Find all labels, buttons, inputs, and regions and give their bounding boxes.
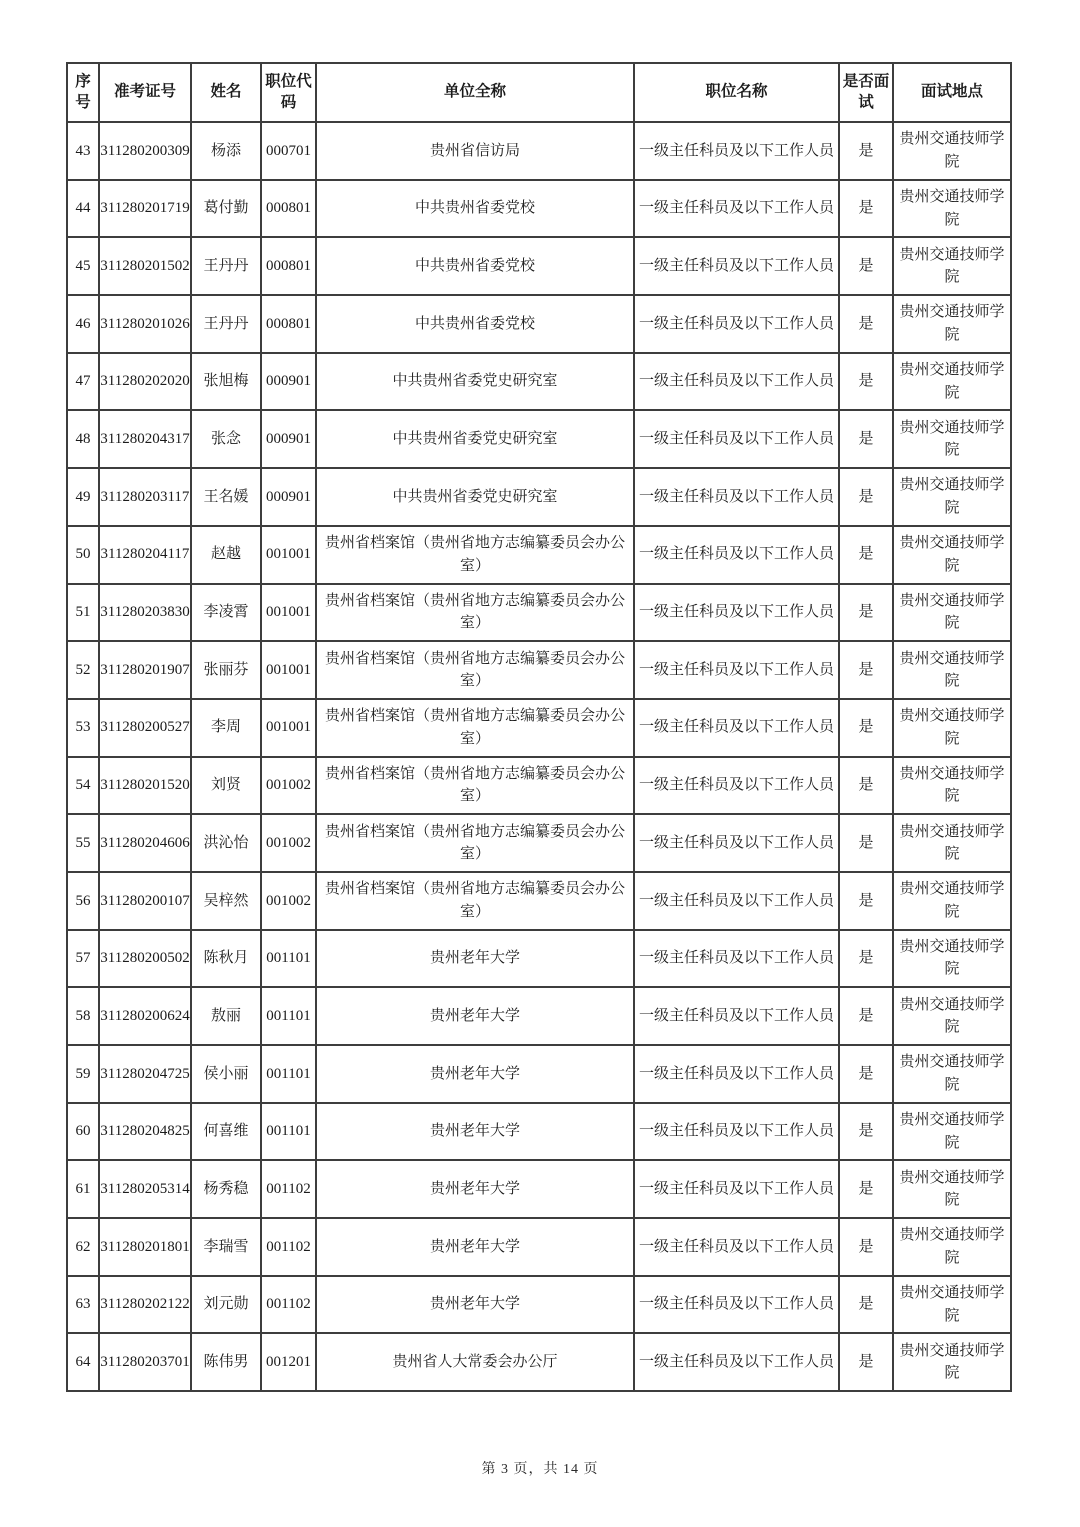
- cell-location: 贵州交通技师学院: [893, 410, 1011, 468]
- cell-seq: 61: [67, 1160, 99, 1218]
- cell-interview: 是: [839, 237, 893, 295]
- cell-ticket: 311280200107: [99, 872, 191, 930]
- cell-code: 001001: [261, 526, 316, 584]
- cell-seq: 54: [67, 757, 99, 815]
- cell-code: 000801: [261, 295, 316, 353]
- cell-seq: 51: [67, 584, 99, 642]
- cell-seq: 43: [67, 122, 99, 180]
- cell-location: 贵州交通技师学院: [893, 814, 1011, 872]
- cell-name: 洪沁怡: [191, 814, 261, 872]
- table-row: [67, 1276, 1011, 1334]
- cell-code: 001002: [261, 814, 316, 872]
- cell-name: 李凌霄: [191, 584, 261, 642]
- cell-unit: 贵州老年大学: [316, 1276, 634, 1334]
- cell-position: 一级主任科员及以下工作人员: [634, 757, 839, 815]
- cell-ticket: 311280200502: [99, 930, 191, 988]
- cell-position: 一级主任科员及以下工作人员: [634, 295, 839, 353]
- cell-location: 贵州交通技师学院: [893, 699, 1011, 757]
- cell-seq: 48: [67, 410, 99, 468]
- cell-position: 一级主任科员及以下工作人员: [634, 872, 839, 930]
- header-cell-position: 职位名称: [634, 63, 839, 122]
- cell-position: 一级主任科员及以下工作人员: [634, 1160, 839, 1218]
- cell-name: 刘元勋: [191, 1276, 261, 1334]
- cell-code: 001101: [261, 987, 316, 1045]
- cell-unit: 贵州省人大常委会办公厅: [316, 1333, 634, 1391]
- cell-unit: 贵州省档案馆（贵州省地方志编纂委员会办公室）: [316, 872, 634, 930]
- cell-name: 张丽芬: [191, 641, 261, 699]
- candidate-roster-table: [66, 62, 1012, 1392]
- cell-interview: 是: [839, 526, 893, 584]
- cell-code: 001002: [261, 872, 316, 930]
- cell-seq: 45: [67, 237, 99, 295]
- cell-location: 贵州交通技师学院: [893, 468, 1011, 526]
- table-row: [67, 930, 1011, 988]
- cell-seq: 49: [67, 468, 99, 526]
- cell-name: 王名媛: [191, 468, 261, 526]
- cell-position: 一级主任科员及以下工作人员: [634, 814, 839, 872]
- cell-location: 贵州交通技师学院: [893, 122, 1011, 180]
- table-row: [67, 1103, 1011, 1161]
- header-cell-interview: 是否面试: [839, 63, 893, 122]
- cell-unit: 贵州省档案馆（贵州省地方志编纂委员会办公室）: [316, 757, 634, 815]
- cell-position: 一级主任科员及以下工作人员: [634, 1276, 839, 1334]
- table-header: [67, 63, 1011, 122]
- cell-code: 001101: [261, 930, 316, 988]
- cell-unit: 贵州老年大学: [316, 1218, 634, 1276]
- cell-unit: 贵州省档案馆（贵州省地方志编纂委员会办公室）: [316, 699, 634, 757]
- table-row: [67, 872, 1011, 930]
- table-row: [67, 1045, 1011, 1103]
- cell-position: 一级主任科员及以下工作人员: [634, 584, 839, 642]
- page-number-footer: 第 3 页，共 14 页: [481, 1462, 599, 1477]
- cell-unit: 中共贵州省委党史研究室: [316, 353, 634, 411]
- table-row: [67, 237, 1011, 295]
- cell-ticket: 311280202020: [99, 353, 191, 411]
- cell-interview: 是: [839, 930, 893, 988]
- cell-name: 王丹丹: [191, 295, 261, 353]
- cell-code: 000901: [261, 468, 316, 526]
- cell-interview: 是: [839, 814, 893, 872]
- cell-interview: 是: [839, 410, 893, 468]
- cell-ticket: 311280201719: [99, 180, 191, 238]
- cell-name: 赵越: [191, 526, 261, 584]
- cell-seq: 56: [67, 872, 99, 930]
- cell-name: 刘贤: [191, 757, 261, 815]
- cell-code: 001102: [261, 1160, 316, 1218]
- cell-unit: 贵州省档案馆（贵州省地方志编纂委员会办公室）: [316, 814, 634, 872]
- cell-interview: 是: [839, 1160, 893, 1218]
- cell-unit: 贵州老年大学: [316, 987, 634, 1045]
- cell-unit: 贵州老年大学: [316, 1160, 634, 1218]
- cell-ticket: 311280203830: [99, 584, 191, 642]
- table-body: [67, 122, 1011, 1391]
- cell-seq: 46: [67, 295, 99, 353]
- header-cell-seq: 序号: [67, 63, 99, 122]
- cell-position: 一级主任科员及以下工作人员: [634, 1045, 839, 1103]
- cell-ticket: 311280204725: [99, 1045, 191, 1103]
- cell-interview: 是: [839, 699, 893, 757]
- cell-location: 贵州交通技师学院: [893, 987, 1011, 1045]
- cell-seq: 64: [67, 1333, 99, 1391]
- cell-name: 李周: [191, 699, 261, 757]
- cell-ticket: 311280200527: [99, 699, 191, 757]
- cell-location: 贵州交通技师学院: [893, 526, 1011, 584]
- cell-position: 一级主任科员及以下工作人员: [634, 122, 839, 180]
- cell-code: 001102: [261, 1276, 316, 1334]
- cell-unit: 贵州老年大学: [316, 1045, 634, 1103]
- cell-code: 001101: [261, 1045, 316, 1103]
- cell-name: 陈秋月: [191, 930, 261, 988]
- cell-interview: 是: [839, 122, 893, 180]
- table-row: [67, 641, 1011, 699]
- cell-code: 001101: [261, 1103, 316, 1161]
- cell-ticket: 311280204825: [99, 1103, 191, 1161]
- cell-unit: 贵州省信访局: [316, 122, 634, 180]
- cell-ticket: 311280201502: [99, 237, 191, 295]
- cell-interview: 是: [839, 1333, 893, 1391]
- cell-interview: 是: [839, 353, 893, 411]
- table-row: [67, 987, 1011, 1045]
- cell-ticket: 311280205314: [99, 1160, 191, 1218]
- cell-ticket: 311280201520: [99, 757, 191, 815]
- cell-ticket: 311280201026: [99, 295, 191, 353]
- cell-name: 李瑞雪: [191, 1218, 261, 1276]
- table-row: [67, 1160, 1011, 1218]
- cell-code: 001201: [261, 1333, 316, 1391]
- header-cell-unit: 单位全称: [316, 63, 634, 122]
- cell-location: 贵州交通技师学院: [893, 584, 1011, 642]
- cell-location: 贵州交通技师学院: [893, 1160, 1011, 1218]
- cell-position: 一级主任科员及以下工作人员: [634, 987, 839, 1045]
- table-row: [67, 468, 1011, 526]
- cell-interview: 是: [839, 987, 893, 1045]
- table-row: [67, 410, 1011, 468]
- cell-position: 一级主任科员及以下工作人员: [634, 641, 839, 699]
- cell-code: 001102: [261, 1218, 316, 1276]
- cell-code: 000901: [261, 410, 316, 468]
- table-row: [67, 295, 1011, 353]
- cell-location: 贵州交通技师学院: [893, 1218, 1011, 1276]
- header-cell-code: 职位代码: [261, 63, 316, 122]
- table-row: [67, 699, 1011, 757]
- cell-unit: 贵州省档案馆（贵州省地方志编纂委员会办公室）: [316, 641, 634, 699]
- cell-seq: 60: [67, 1103, 99, 1161]
- cell-unit: 贵州老年大学: [316, 930, 634, 988]
- table-row: [67, 1218, 1011, 1276]
- cell-seq: 63: [67, 1276, 99, 1334]
- cell-ticket: 311280200309: [99, 122, 191, 180]
- cell-position: 一级主任科员及以下工作人员: [634, 526, 839, 584]
- cell-location: 贵州交通技师学院: [893, 1333, 1011, 1391]
- cell-unit: 中共贵州省委党校: [316, 295, 634, 353]
- cell-code: 001001: [261, 584, 316, 642]
- cell-unit: 贵州省档案馆（贵州省地方志编纂委员会办公室）: [316, 526, 634, 584]
- cell-interview: 是: [839, 1218, 893, 1276]
- cell-interview: 是: [839, 180, 893, 238]
- cell-interview: 是: [839, 1276, 893, 1334]
- cell-name: 何喜维: [191, 1103, 261, 1161]
- cell-seq: 44: [67, 180, 99, 238]
- cell-ticket: 311280201907: [99, 641, 191, 699]
- cell-name: 杨添: [191, 122, 261, 180]
- cell-interview: 是: [839, 1103, 893, 1161]
- cell-interview: 是: [839, 468, 893, 526]
- table-row: [67, 1333, 1011, 1391]
- cell-location: 贵州交通技师学院: [893, 930, 1011, 988]
- cell-interview: 是: [839, 295, 893, 353]
- table-row: [67, 584, 1011, 642]
- cell-interview: 是: [839, 757, 893, 815]
- cell-unit: 中共贵州省委党史研究室: [316, 468, 634, 526]
- cell-location: 贵州交通技师学院: [893, 237, 1011, 295]
- table-row: [67, 122, 1011, 180]
- table-row: [67, 353, 1011, 411]
- cell-name: 张旭梅: [191, 353, 261, 411]
- cell-unit: 贵州省档案馆（贵州省地方志编纂委员会办公室）: [316, 584, 634, 642]
- cell-name: 陈伟男: [191, 1333, 261, 1391]
- header-cell-ticket: 准考证号: [99, 63, 191, 122]
- cell-location: 贵州交通技师学院: [893, 1276, 1011, 1334]
- table-row: [67, 180, 1011, 238]
- cell-interview: 是: [839, 584, 893, 642]
- cell-position: 一级主任科员及以下工作人员: [634, 930, 839, 988]
- cell-location: 贵州交通技师学院: [893, 641, 1011, 699]
- cell-position: 一级主任科员及以下工作人员: [634, 1103, 839, 1161]
- cell-position: 一级主任科员及以下工作人员: [634, 468, 839, 526]
- cell-seq: 53: [67, 699, 99, 757]
- header-cell-location: 面试地点: [893, 63, 1011, 122]
- cell-ticket: 311280202122: [99, 1276, 191, 1334]
- cell-seq: 55: [67, 814, 99, 872]
- header-cell-name: 姓名: [191, 63, 261, 122]
- cell-unit: 中共贵州省委党校: [316, 180, 634, 238]
- table-row: [67, 526, 1011, 584]
- cell-ticket: 311280204317: [99, 410, 191, 468]
- cell-name: 张念: [191, 410, 261, 468]
- cell-unit: 中共贵州省委党校: [316, 237, 634, 295]
- cell-ticket: 311280201801: [99, 1218, 191, 1276]
- cell-location: 贵州交通技师学院: [893, 1045, 1011, 1103]
- cell-ticket: 311280204117: [99, 526, 191, 584]
- cell-name: 吴梓然: [191, 872, 261, 930]
- cell-seq: 52: [67, 641, 99, 699]
- cell-name: 杨秀稳: [191, 1160, 261, 1218]
- cell-position: 一级主任科员及以下工作人员: [634, 180, 839, 238]
- cell-code: 000901: [261, 353, 316, 411]
- cell-seq: 47: [67, 353, 99, 411]
- cell-ticket: 311280204606: [99, 814, 191, 872]
- cell-location: 贵州交通技师学院: [893, 1103, 1011, 1161]
- cell-code: 001001: [261, 699, 316, 757]
- cell-code: 001001: [261, 641, 316, 699]
- cell-code: 000801: [261, 237, 316, 295]
- cell-position: 一级主任科员及以下工作人员: [634, 410, 839, 468]
- cell-name: 葛付勤: [191, 180, 261, 238]
- cell-seq: 62: [67, 1218, 99, 1276]
- cell-ticket: 311280203701: [99, 1333, 191, 1391]
- cell-code: 001002: [261, 757, 316, 815]
- cell-location: 贵州交通技师学院: [893, 757, 1011, 815]
- cell-interview: 是: [839, 872, 893, 930]
- cell-code: 000701: [261, 122, 316, 180]
- cell-name: 王丹丹: [191, 237, 261, 295]
- cell-position: 一级主任科员及以下工作人员: [634, 699, 839, 757]
- header-row: [67, 63, 1011, 122]
- cell-unit: 贵州老年大学: [316, 1103, 634, 1161]
- cell-seq: 57: [67, 930, 99, 988]
- cell-seq: 50: [67, 526, 99, 584]
- cell-position: 一级主任科员及以下工作人员: [634, 353, 839, 411]
- cell-seq: 59: [67, 1045, 99, 1103]
- cell-location: 贵州交通技师学院: [893, 180, 1011, 238]
- table-row: [67, 814, 1011, 872]
- cell-code: 000801: [261, 180, 316, 238]
- cell-unit: 中共贵州省委党史研究室: [316, 410, 634, 468]
- cell-seq: 58: [67, 987, 99, 1045]
- cell-position: 一级主任科员及以下工作人员: [634, 1333, 839, 1391]
- cell-position: 一级主任科员及以下工作人员: [634, 237, 839, 295]
- cell-location: 贵州交通技师学院: [893, 353, 1011, 411]
- cell-name: 敖丽: [191, 987, 261, 1045]
- cell-location: 贵州交通技师学院: [893, 872, 1011, 930]
- cell-interview: 是: [839, 641, 893, 699]
- cell-name: 侯小丽: [191, 1045, 261, 1103]
- cell-interview: 是: [839, 1045, 893, 1103]
- cell-position: 一级主任科员及以下工作人员: [634, 1218, 839, 1276]
- cell-ticket: 311280200624: [99, 987, 191, 1045]
- cell-ticket: 311280203117: [99, 468, 191, 526]
- cell-location: 贵州交通技师学院: [893, 295, 1011, 353]
- table-row: [67, 757, 1011, 815]
